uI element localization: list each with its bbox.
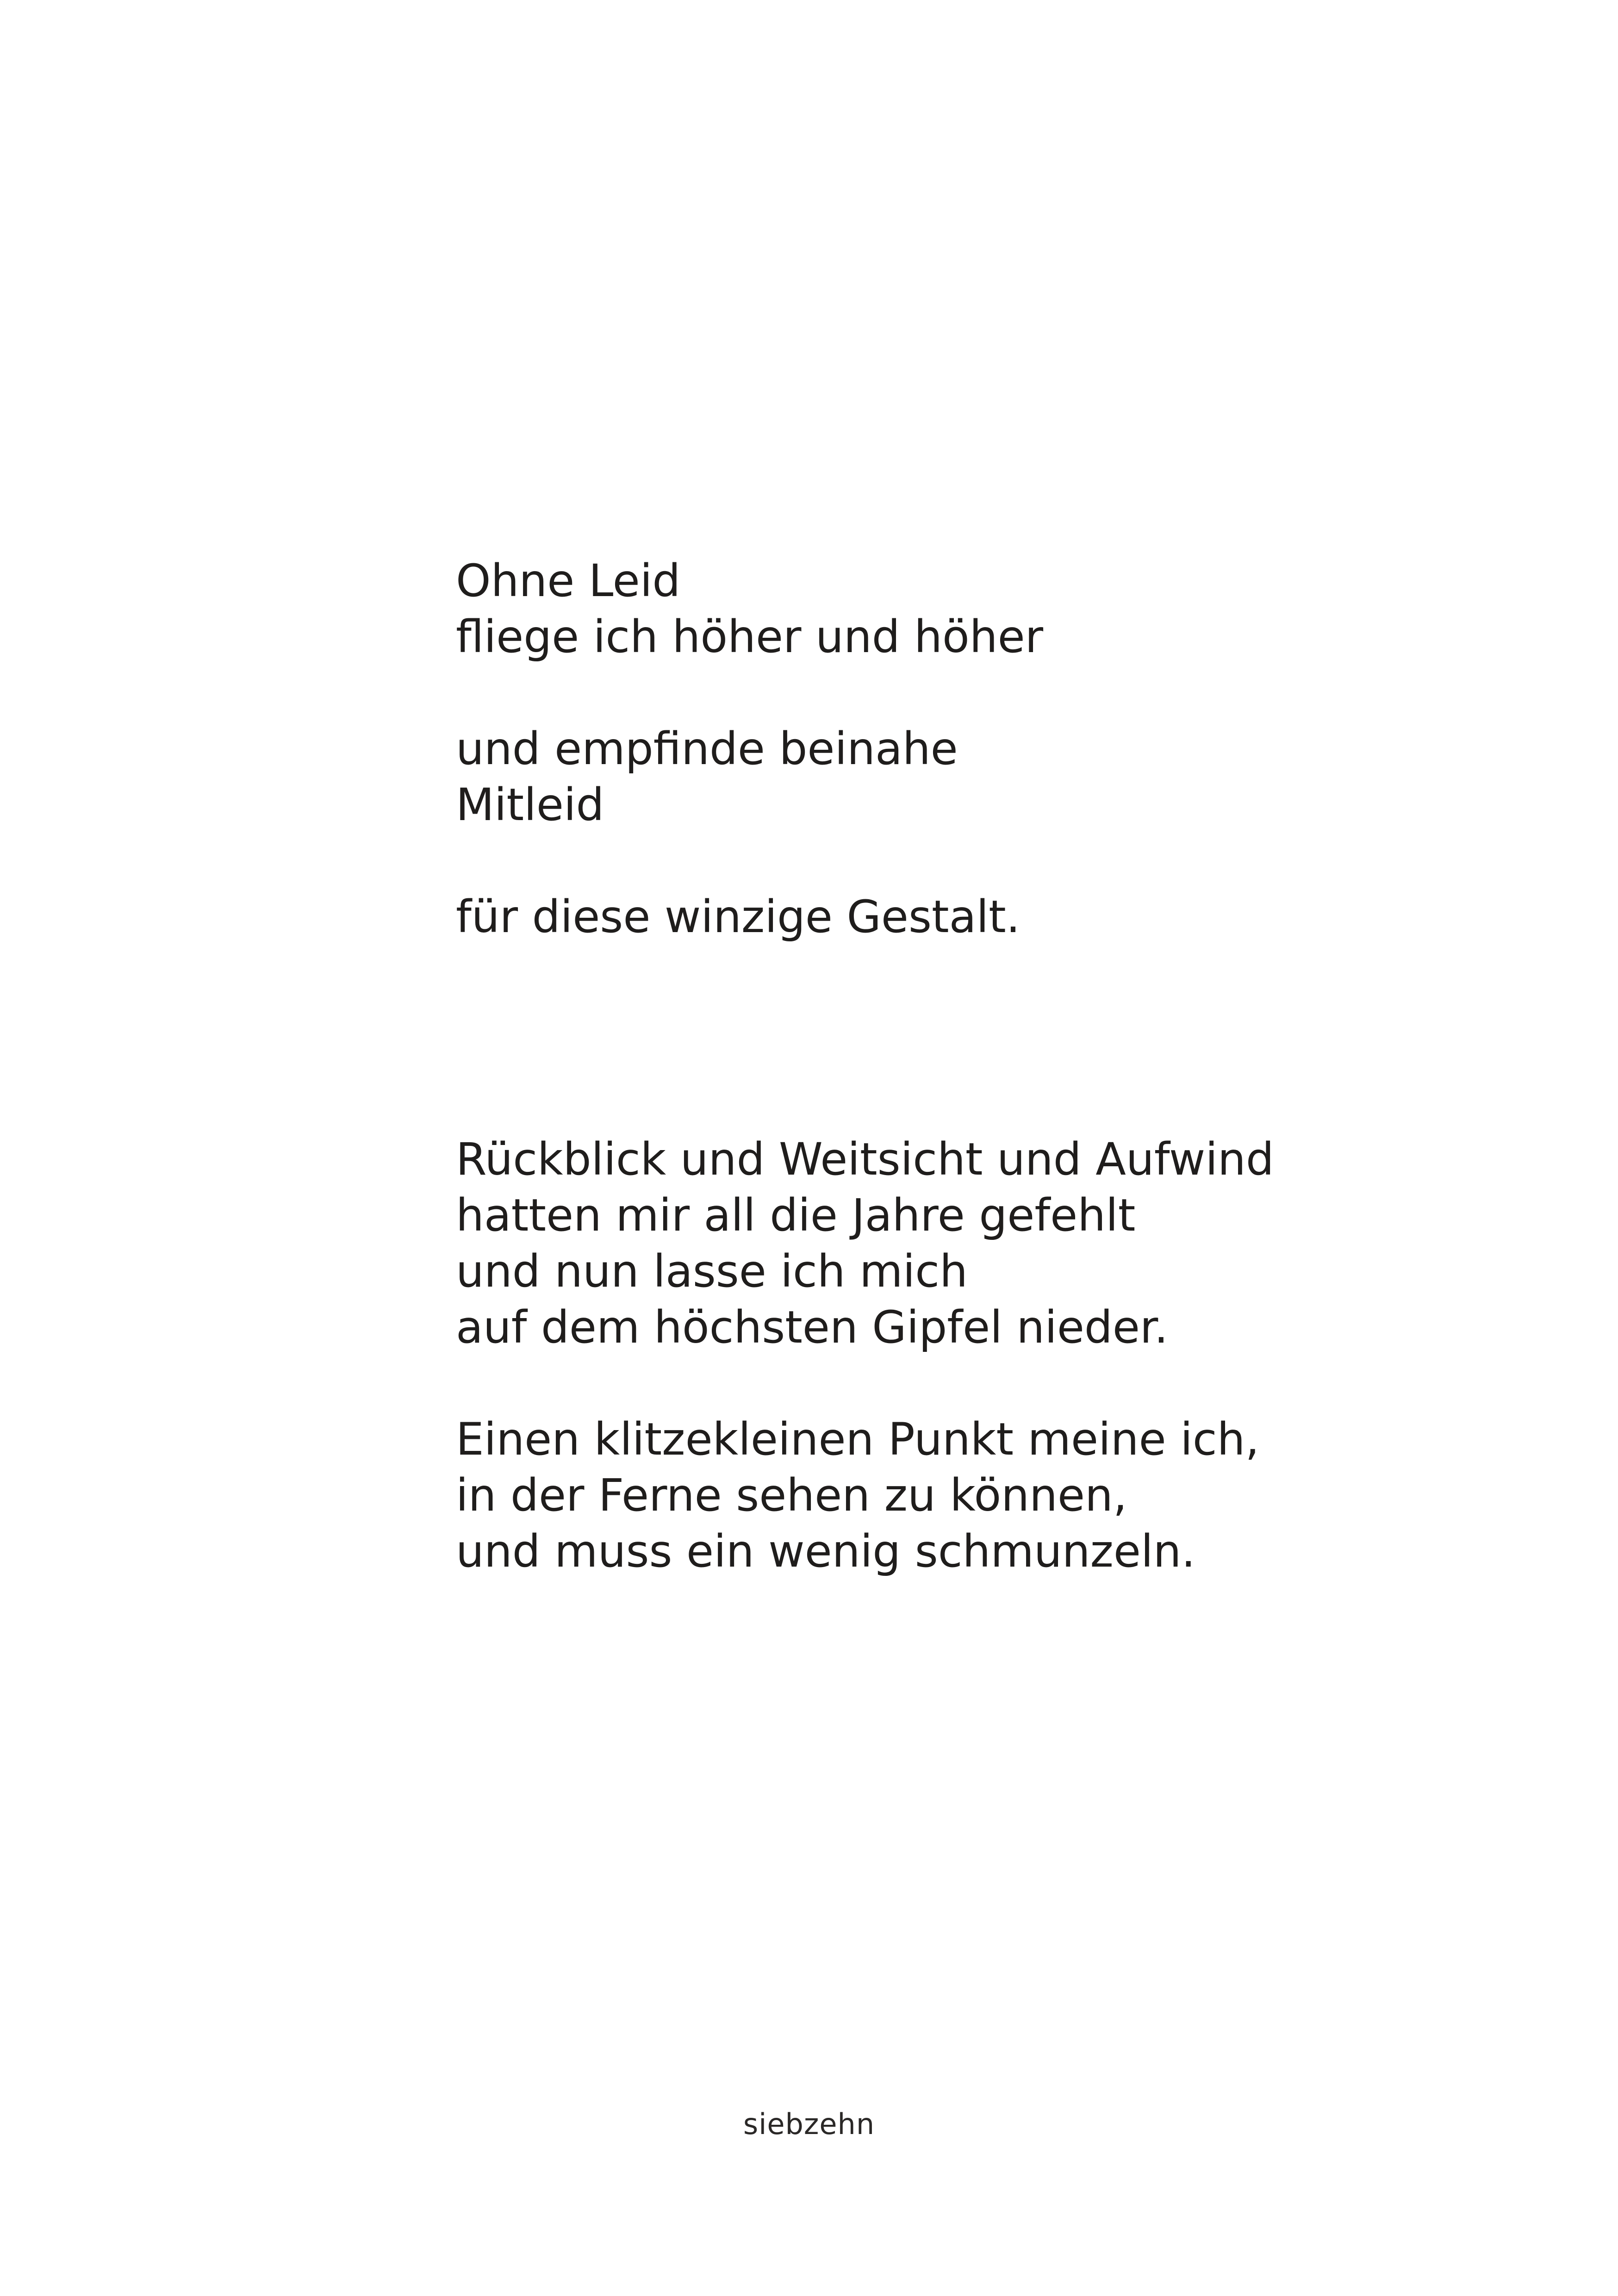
poem-line: hatten mir all die Jahre gefehlt	[456, 1189, 1136, 1241]
poem-section-2	[456, 1132, 1274, 1580]
poem-line: Mitleid	[456, 779, 604, 831]
poem-line: Ohne Leid	[456, 555, 681, 607]
poem-section-1	[456, 553, 1043, 945]
poem-line: Einen klitzekleinen Punkt meine ich,	[456, 1413, 1260, 1465]
poem-line: und empfinde beinahe	[456, 723, 958, 775]
stanza	[456, 889, 1043, 945]
poem-line: fliege ich höher und höher	[456, 611, 1044, 663]
stanza	[456, 1132, 1274, 1356]
poem-line: und muss ein wenig schmunzeln.	[456, 1525, 1196, 1577]
poem-line: Rückblick und Weitsicht und Aufwind	[456, 1133, 1274, 1185]
poem-line: auf dem höchsten Gipfel nieder.	[456, 1301, 1169, 1353]
stanza	[456, 553, 1043, 665]
poem-line: für diese winzige Gestalt.	[456, 891, 1021, 943]
stanza	[456, 721, 1043, 833]
page-number: siebzehn	[743, 2107, 875, 2141]
poem-line: und nun lasse ich mich	[456, 1245, 968, 1297]
poem-line: in der Ferne sehen zu können,	[456, 1469, 1127, 1521]
stanza	[456, 1412, 1274, 1580]
